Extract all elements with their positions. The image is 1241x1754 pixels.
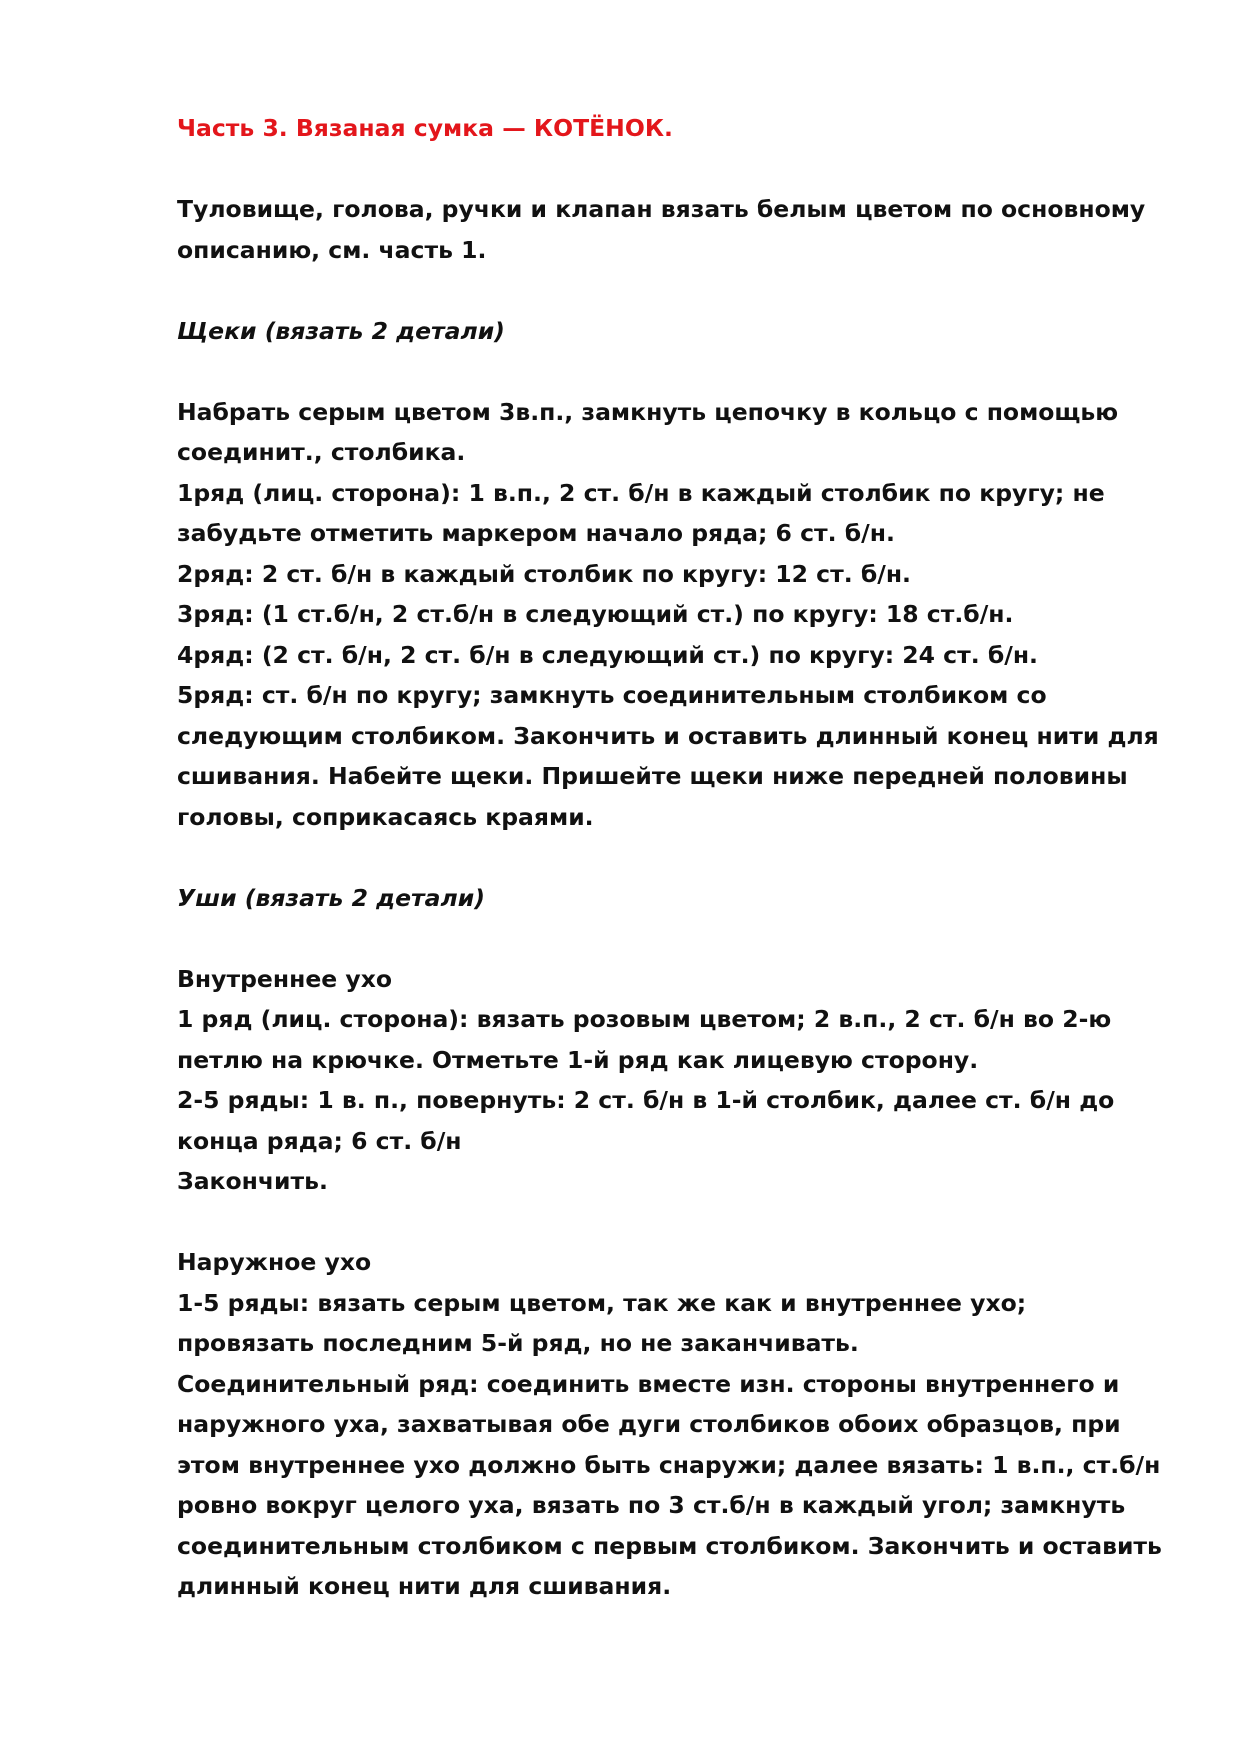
cheeks-line: 1ряд (лиц. сторона): 1 в.п., 2 ст. б/н в каждый столбик по кругу; не забудьте отметить маркером начало ряда; 6 ст. б/н. bbox=[177, 478, 1105, 547]
inner-ear-line: Закончить. bbox=[177, 1167, 328, 1195]
cheeks-line: 2ряд: 2 ст. б/н в каждый столбик по кругу: 12 ст. б/н. bbox=[177, 559, 911, 588]
spacer bbox=[177, 1202, 1167, 1243]
cheeks-line: 4ряд: (2 ст. б/н, 2 ст. б/н в следующий ст.) по кругу: 24 ст. б/н. bbox=[177, 640, 1038, 669]
spacer bbox=[177, 351, 1167, 392]
cheeks-line: 5ряд: ст. б/н по кругу; замкнуть соединительным столбиком со следующим столбиком. Закончить и оставить длинный конец нити для сшивания. Набейте щеки. Пришейте щеки ниже передней половины головы, соприкасаясь краями. bbox=[177, 681, 1159, 831]
cheeks-line: 3ряд: (1 ст.б/н, 2 ст.б/н в следующий ст.) по кругу: 18 ст.б/н. bbox=[177, 600, 1014, 628]
outer-ear-subheading: Наружное ухо bbox=[177, 1248, 372, 1276]
document-page bbox=[177, 108, 1167, 1607]
spacer bbox=[177, 918, 1167, 959]
inner-ear-line: 1 ряд (лиц. сторона): вязать розовым цветом; 2 в.п., 2 ст. б/н во 2-ю петлю на крючке. Отметьте 1-й ряд как лицевую сторону. bbox=[177, 1005, 1112, 1074]
spacer bbox=[177, 270, 1167, 311]
inner-ear-line: 2-5 ряды: 1 в. п., повернуть: 2 ст. б/н в 1-й столбик, далее ст. б/н до конца ряда; 6 ст. б/н bbox=[177, 1086, 1115, 1155]
cheeks-line: Набрать серым цветом 3в.п., замкнуть цепочку в кольцо с помощью соединит., столбика. bbox=[177, 397, 1119, 466]
ears-heading: Уши (вязать 2 детали) bbox=[177, 883, 485, 912]
document-title: Часть 3. Вязаная сумка — КОТЁНОК. bbox=[177, 114, 673, 142]
cheeks-heading: Щеки (вязать 2 детали) bbox=[177, 316, 505, 345]
outer-ear-line: Соединительный ряд: соединить вместе изн. стороны внутреннего и наружного уха, захватывая обе дуги столбиков обоих образцов, при этом внутреннее ухо должно быть снаружи; далее вязать: 1 в.п., ст.б/н ровно вокруг целого уха, вязать по 3 ст.б/н в каждый угол; замкнуть соединительным столбиком с первым столбиком. Закончить и оставить длинный конец нити для сшивания. bbox=[177, 1369, 1162, 1600]
spacer bbox=[177, 837, 1167, 878]
outer-ear-line: 1-5 ряды: вязать серым цветом, так же как и внутреннее ухо; провязать последним 5-й ряд, но не заканчивать. bbox=[177, 1288, 1027, 1357]
spacer bbox=[177, 149, 1167, 190]
inner-ear-subheading: Внутреннее ухо bbox=[177, 964, 392, 993]
intro-paragraph: Туловище, голова, ручки и клапан вязать белым цветом по основному описанию, см. часть 1. bbox=[177, 195, 1146, 264]
